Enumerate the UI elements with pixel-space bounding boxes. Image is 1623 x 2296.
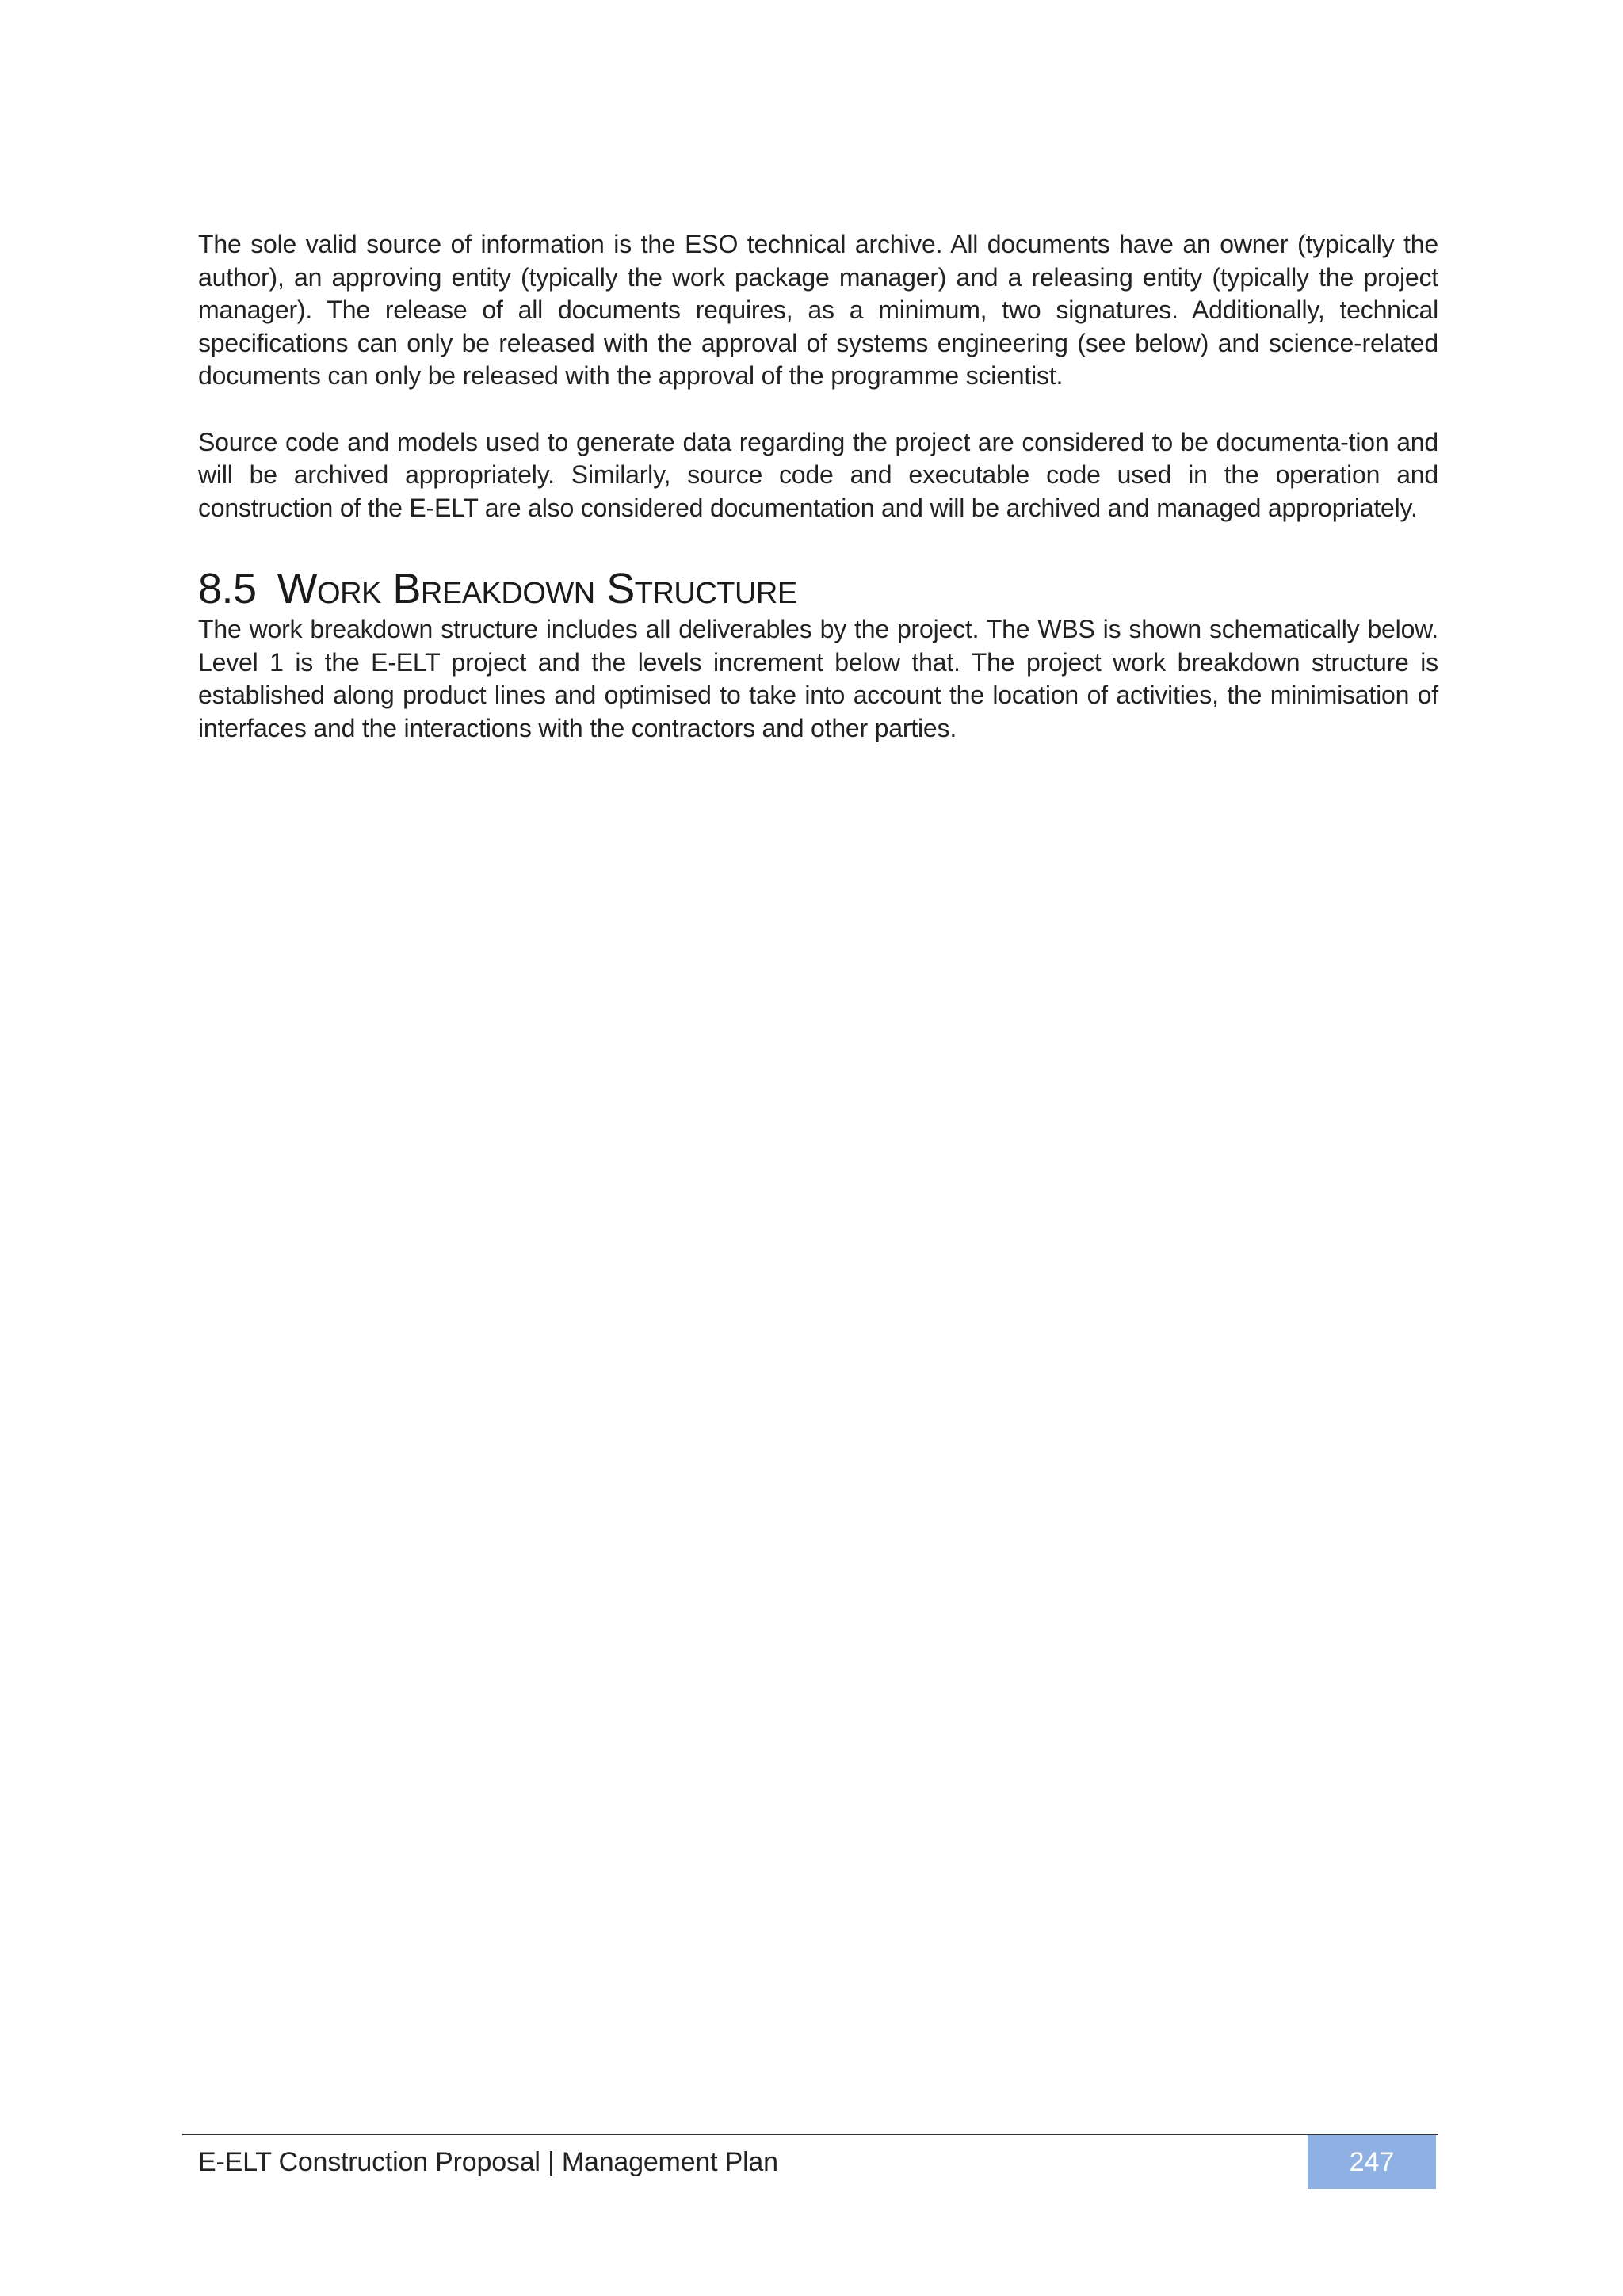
- section-title: Work Breakdown Structure: [277, 565, 797, 612]
- section-number: 8.5: [198, 565, 257, 612]
- paragraph-archive: The sole valid source of information is the ESO technical archive. All documents have an owner (typically the author), an approving entity (typically the work package manager) and a releasing entity (typically the project manager). The release of all documents requires, as a minimum, two signatures. Additionally, technical specifications can only be released with the approval of systems engineering (see below) and science-related documents can only be released with the approval of the programme scientist.: [198, 230, 1438, 390]
- page-content: [198, 228, 1438, 745]
- paragraph-wbs: The work breakdown structure includes all deliverables by the project. The WBS is shown schematically below. Level 1 is the E-ELT project and the levels increment below that. The project work breakdown structure is established along product lines and optimised to take into account the location of activities, the minimisation of interfaces and the interactions with the contractors and other parties.: [198, 615, 1438, 742]
- section-heading: [198, 564, 1438, 613]
- page-footer: [182, 2134, 1438, 2189]
- paragraph-source-code: Source code and models used to generate data regarding the project are considered to be documenta-tion and will be archived appropriately. Similarly, source code and executable code used in the operation and construction of the E-ELT are also considered documentation and will be archived and managed appropriately.: [198, 427, 1438, 522]
- footer-title: E-ELT Construction Proposal | Management Plan: [198, 2147, 778, 2177]
- page-number-badge: 247: [1308, 2135, 1436, 2189]
